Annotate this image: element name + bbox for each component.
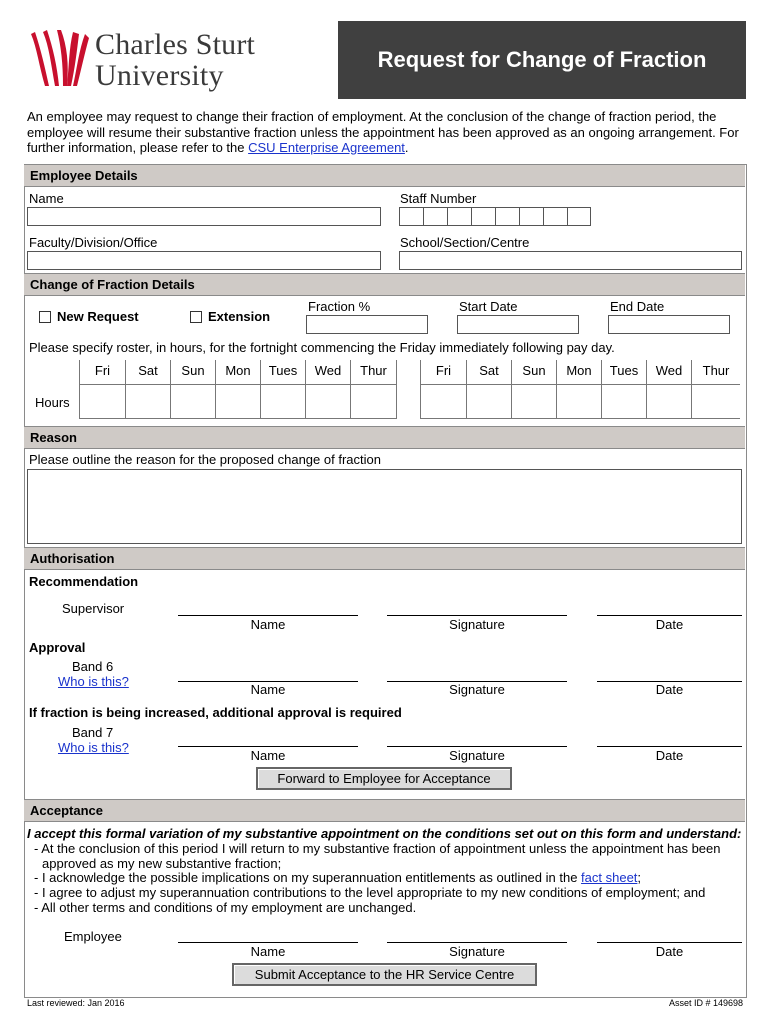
date-caption: Date xyxy=(655,682,684,697)
hours-cell[interactable] xyxy=(125,384,170,419)
hours-label: Hours xyxy=(35,395,70,410)
staff-digit[interactable] xyxy=(544,208,568,225)
day-header: Thur xyxy=(691,360,740,384)
hours-cell[interactable] xyxy=(420,384,466,419)
employee-name-line[interactable] xyxy=(178,942,358,943)
name-label: Name xyxy=(29,191,64,206)
hours-cell[interactable] xyxy=(305,384,350,419)
school-label: School/Section/Centre xyxy=(400,235,530,250)
hours-cell[interactable] xyxy=(691,384,740,419)
hours-cell[interactable] xyxy=(350,384,397,419)
csu-logo xyxy=(27,28,287,92)
day-header: Fri xyxy=(79,360,125,384)
employee-date-line[interactable] xyxy=(597,942,742,943)
hours-cell[interactable] xyxy=(466,384,511,419)
band6-label: Band 6 xyxy=(72,659,114,674)
day-header: Sun xyxy=(511,360,556,384)
date-caption: Date xyxy=(655,944,684,959)
faculty-label: Faculty/Division/Office xyxy=(29,235,158,250)
intro-text-end: . xyxy=(404,140,409,155)
start-date-label: Start Date xyxy=(459,299,518,314)
hours-cell[interactable] xyxy=(601,384,646,419)
roster-week1-header xyxy=(79,360,397,384)
hours-cell[interactable] xyxy=(170,384,215,419)
staff-digit[interactable] xyxy=(400,208,424,225)
roster-week2 xyxy=(420,360,740,419)
faculty-field[interactable] xyxy=(27,251,381,270)
acceptance-point-2 xyxy=(34,870,641,885)
staff-digit[interactable] xyxy=(424,208,448,225)
asset-id: Asset ID # 149698 xyxy=(668,998,743,1008)
hours-cell[interactable] xyxy=(79,384,125,419)
supervisor-label: Supervisor xyxy=(62,601,125,616)
acceptance-statement: I accept this formal variation of my substantive appointment on the conditions set out on this form and understand: xyxy=(27,826,742,841)
day-header: Sat xyxy=(466,360,511,384)
day-header: Fri xyxy=(420,360,466,384)
day-header: Sat xyxy=(125,360,170,384)
intro-text: An employee may request to change their fraction of employment. At the conclusion of the change of fraction period, the employee will resume their substantive fraction unless the appointment has been approved as an ongoing arrangement. For further information, please refer to the xyxy=(27,109,739,155)
band7-date-line[interactable] xyxy=(597,746,742,747)
roster-instruction: Please specify roster, in hours, for the fortnight commencing the Friday immediately following pay day. xyxy=(29,340,615,355)
start-date-field[interactable] xyxy=(457,315,579,334)
roster-week2-hours xyxy=(420,384,740,419)
employee-label: Employee xyxy=(64,929,122,944)
roster-week1-hours xyxy=(79,384,397,419)
roster-week1 xyxy=(79,360,397,419)
reason-prompt: Please outline the reason for the proposed change of fraction xyxy=(29,452,381,467)
section-acceptance: Acceptance xyxy=(24,799,745,822)
band7-signature-line[interactable] xyxy=(387,746,567,747)
end-date-field[interactable] xyxy=(608,315,730,334)
fraction-field[interactable] xyxy=(306,315,428,334)
day-header: Mon xyxy=(215,360,260,384)
acceptance-point-1 xyxy=(34,841,734,871)
name-field[interactable] xyxy=(27,207,381,226)
hours-cell[interactable] xyxy=(646,384,691,419)
supervisor-date-line[interactable] xyxy=(597,615,742,616)
school-field[interactable] xyxy=(399,251,742,270)
band7-label: Band 7 xyxy=(72,725,114,740)
hours-cell[interactable] xyxy=(260,384,305,419)
submit-acceptance-button[interactable]: Submit Acceptance to the HR Service Centre xyxy=(232,963,537,986)
signature-caption: Signature xyxy=(449,682,505,697)
name-caption: Name xyxy=(250,617,286,632)
recommendation-heading: Recommendation xyxy=(29,574,139,589)
supervisor-signature-line[interactable] xyxy=(387,615,567,616)
approval-heading: Approval xyxy=(29,640,86,655)
staff-number-label: Staff Number xyxy=(400,191,477,206)
reason-textarea[interactable] xyxy=(27,469,742,544)
extension-checkbox[interactable] xyxy=(190,311,202,323)
hours-cell[interactable] xyxy=(511,384,556,419)
intro-paragraph xyxy=(27,109,745,156)
last-reviewed: Last reviewed: Jan 2016 xyxy=(27,998,125,1008)
staff-digit[interactable] xyxy=(472,208,496,225)
signature-caption: Signature xyxy=(449,944,505,959)
acceptance-point-2-text: - I acknowledge the possible implications on my superannuation entitlements as outlined in the xyxy=(34,870,582,885)
section-authorisation: Authorisation xyxy=(24,547,745,570)
who-is-this-band7-link[interactable]: Who is this? xyxy=(58,740,129,755)
staff-digit[interactable] xyxy=(496,208,520,225)
staff-number-field[interactable] xyxy=(399,207,591,226)
day-header: Mon xyxy=(556,360,601,384)
enterprise-agreement-link[interactable]: CSU Enterprise Agreement xyxy=(248,140,405,155)
roster-week2-header xyxy=(420,360,740,384)
page-title: Request for Change of Fraction xyxy=(338,21,746,99)
acceptance-point-1-line2: approved as my new substantive fraction; xyxy=(42,856,282,871)
new-request-label: New Request xyxy=(57,309,139,324)
acceptance-point-3: - I agree to adjust my superannuation contributions to the level appropriate to my new conditions of employment; and xyxy=(34,885,706,900)
employee-signature-line[interactable] xyxy=(387,942,567,943)
day-header: Sun xyxy=(170,360,215,384)
extension-label: Extension xyxy=(208,309,271,324)
staff-digit[interactable] xyxy=(448,208,472,225)
acceptance-point-4: - All other terms and conditions of my employment are unchanged. xyxy=(34,900,417,915)
section-fraction-details: Change of Fraction Details xyxy=(24,273,745,296)
acceptance-point-1-line1: - At the conclusion of this period I will return to my substantive fraction of appointment unless the appointment has been xyxy=(34,841,721,856)
fraction-label: Fraction % xyxy=(308,299,371,314)
csu-logo-mark-icon xyxy=(27,28,89,90)
name-caption: Name xyxy=(250,748,286,763)
day-header: Tues xyxy=(601,360,646,384)
day-header: Wed xyxy=(646,360,691,384)
logo-line2: University xyxy=(95,59,224,92)
date-caption: Date xyxy=(655,617,684,632)
who-is-this-band6-link[interactable]: Who is this? xyxy=(58,674,129,689)
forward-to-employee-button[interactable]: Forward to Employee for Acceptance xyxy=(256,767,512,790)
band7-name-line[interactable] xyxy=(178,746,358,747)
name-caption: Name xyxy=(250,682,286,697)
day-header: Thur xyxy=(350,360,397,384)
day-header: Tues xyxy=(260,360,305,384)
fact-sheet-link[interactable]: fact sheet xyxy=(581,870,638,885)
end-date-label: End Date xyxy=(610,299,665,314)
signature-caption: Signature xyxy=(449,748,505,763)
additional-approval-heading: If fraction is being increased, additional approval is required xyxy=(29,705,402,720)
day-header: Wed xyxy=(305,360,350,384)
new-request-checkbox[interactable] xyxy=(39,311,51,323)
hours-cell[interactable] xyxy=(215,384,260,419)
acceptance-point-2-end: ; xyxy=(637,870,642,885)
section-reason: Reason xyxy=(24,426,745,449)
supervisor-name-line[interactable] xyxy=(178,615,358,616)
logo-line1: Charles Sturt xyxy=(95,28,256,61)
hours-cell[interactable] xyxy=(556,384,601,419)
name-caption: Name xyxy=(250,944,286,959)
staff-digit[interactable] xyxy=(520,208,544,225)
signature-caption: Signature xyxy=(449,617,505,632)
staff-digit[interactable] xyxy=(568,208,590,225)
date-caption: Date xyxy=(655,748,684,763)
section-employee-details: Employee Details xyxy=(24,164,745,187)
